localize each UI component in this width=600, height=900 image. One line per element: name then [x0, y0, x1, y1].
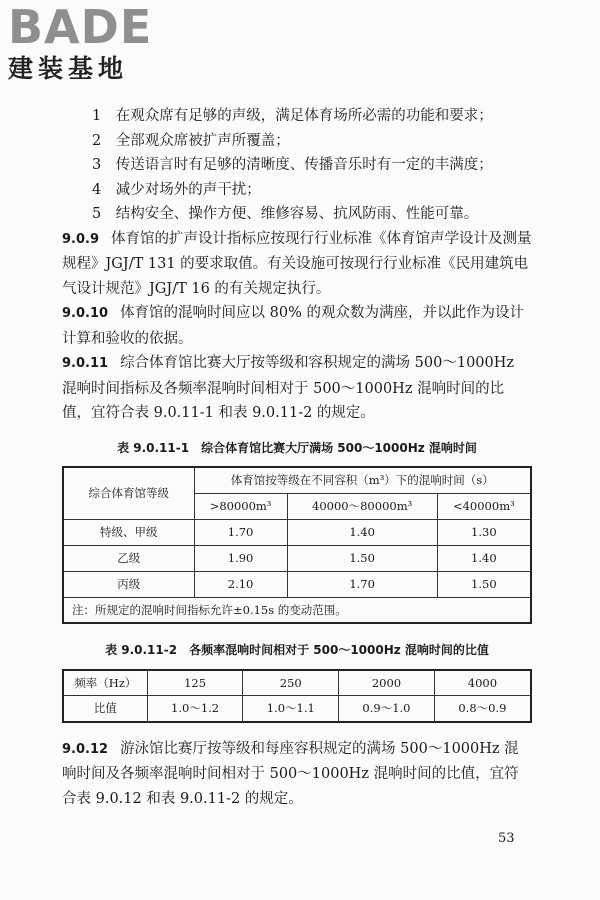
table-cell: 丙级 [63, 571, 194, 597]
list-item: 3 传送语言时有足够的清晰度、传播音乐时有一定的丰满度； [92, 157, 493, 173]
table1-caption: 表 9.0.11-1 综合体育馆比赛大厅满场 500～1000Hz 混响时间 [117, 440, 477, 455]
table-cell: 乙级 [63, 545, 194, 571]
page-number: 53 [498, 831, 515, 846]
list-item: 4 减少对场外的声干扰； [92, 181, 261, 198]
clause-text: 体育馆的混响时间应以 80% 的观众数为满座，并以此作为设计计算和验收的依据。 [62, 305, 525, 347]
table-cell: 1.0～1.2 [147, 696, 243, 722]
bade-logo [8, 2, 178, 86]
table-header: 综合体育馆等级 [63, 467, 194, 519]
table-cell: 1.90 [194, 545, 287, 571]
document-body [62, 104, 532, 811]
table-cell: 1.40 [437, 545, 531, 571]
table-note: 注：所规定的混响时间指标允许±0.15s 的变动范围。 [63, 597, 531, 623]
table-cell: 250 [243, 670, 339, 696]
list-item: 1 在观众席有足够的声级，满足体育场所必需的功能和要求； [92, 108, 493, 124]
table-header: >80000m³ [194, 493, 287, 519]
table-row [63, 545, 531, 571]
table-cell: 2000 [339, 670, 435, 696]
table-row [63, 571, 531, 597]
logo-subtitle: 建装基地 [8, 54, 129, 83]
clause-9-0-12 [62, 737, 532, 812]
clause-text: 体育馆的扩声设计指标应按现行行业标准《体育馆声学设计及测量规程》JGJ/T 131 的要求取值。有关设施可按现行行业标准《民用建筑电气设计规范》JGJ/T 16 的有关规定执行。 [62, 230, 532, 297]
table-cell: 1.30 [437, 519, 531, 545]
table-cell: 125 [147, 670, 243, 696]
list-item: 2 全部观众席被扩声所覆盖； [92, 132, 290, 149]
clause-9-0-11 [62, 351, 532, 426]
table-cell: 1.70 [194, 519, 287, 545]
table-row [63, 519, 531, 545]
table-cell: 1.0～1.1 [243, 696, 339, 722]
table-cell: 2.10 [194, 571, 287, 597]
logo-brand: BADE [8, 0, 153, 54]
table-cell: 1.40 [287, 519, 437, 545]
table-cell: 1.50 [287, 545, 437, 571]
table-header: 频率（Hz） [63, 670, 147, 696]
table2-caption: 表 9.0.11-2 各频率混响时间相对于 500～1000Hz 混响时间的比值 [105, 643, 489, 657]
reverb-time-table [62, 466, 532, 624]
freq-ratio-table [62, 669, 532, 723]
table-row [63, 670, 531, 696]
table-cell: 特级、甲级 [63, 519, 194, 545]
table-cell: 1.70 [287, 571, 437, 597]
clause-number: 9.0.9 [62, 231, 100, 247]
table-cell: 4000 [434, 670, 531, 696]
clause-text: 综合体育馆比赛大厅按等级和容积规定的满场 500～1000Hz 混响时间指标及各频率混响时间相对于 500～1000Hz 混响时间的比值，宜符合表 9.0.11-1 和表 9.0.11-2 的规定。 [62, 355, 515, 421]
clause-text: 游泳馆比赛厅按等级和每座容积规定的满场 500～1000Hz 混响时间及各频率混响时间相对于 500～1000Hz 混响时间的比值，宜符合表 9.0.12 和表 9.0.11-2 的规定。 [62, 740, 519, 807]
clause-9-0-10 [62, 301, 532, 351]
table-cell: 0.8～0.9 [434, 696, 531, 722]
table-header: 40000～80000m³ [287, 493, 437, 519]
table-cell: 0.9～1.0 [339, 696, 435, 722]
list-item: 5 结构安全、操作方便、维修容易、抗风防雨、性能可靠。 [92, 206, 479, 222]
table-header: 体育馆按等级在不同容积（m³）下的混响时间（s） [194, 467, 531, 493]
clause-number: 9.0.12 [62, 741, 109, 757]
table-cell: 1.50 [437, 571, 531, 597]
clause-number: 9.0.10 [62, 306, 109, 321]
table-header: 比值 [63, 696, 147, 722]
table-row [63, 696, 531, 722]
table-header: <40000m³ [437, 493, 531, 519]
clause-9-0-9 [62, 227, 532, 302]
clause-number: 9.0.11 [62, 356, 109, 371]
